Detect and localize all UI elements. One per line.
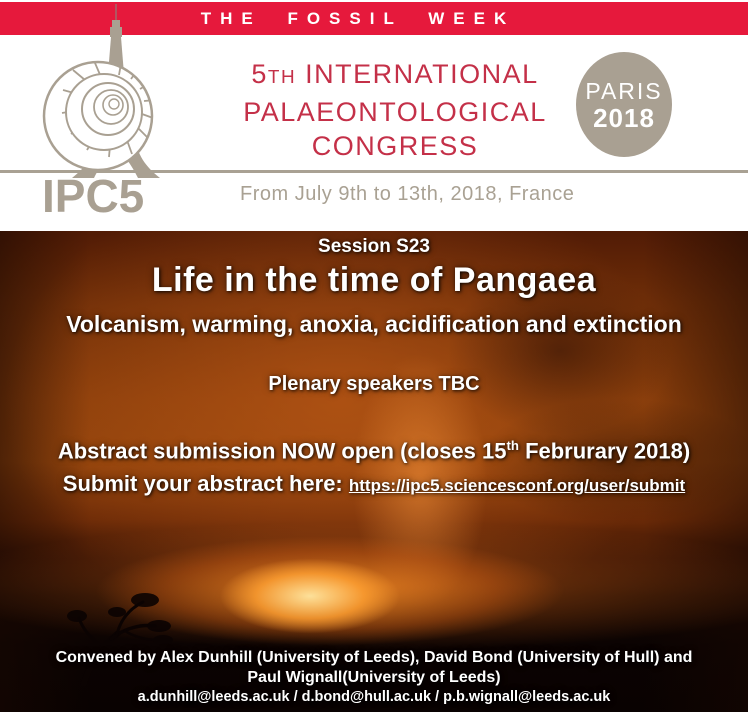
congress-title-line1: 5TH INTERNATIONAL: [251, 59, 539, 89]
ordinal-superscript: th: [506, 438, 519, 453]
congress-title: [210, 57, 580, 163]
conveners-credit: Convened by Alex Dunhill (University of Leeds), David Bond (University of Hull) and Paul Wignall(University of Leeds): [55, 649, 693, 686]
badge-city: PARIS: [585, 77, 663, 104]
ipc5-logo: [36, 4, 196, 184]
submit-label: Submit your abstract here:: [62, 471, 349, 496]
ipc5-acronym: IPC5: [42, 170, 145, 222]
session-title: Life in the time of Pangaea: [151, 261, 597, 299]
paris-2018-badge: [576, 52, 672, 157]
convener-emails: a.dunhill@leeds.ac.uk / d.bond@hull.ac.uk / p.b.wignall@leeds.ac.uk: [137, 689, 611, 705]
congress-title-line3: CONGRESS: [311, 131, 479, 161]
abstract-submission-link[interactable]: https://ipc5.sciencesconf.org/user/submit: [348, 476, 686, 495]
ammonite-icon: [44, 52, 167, 170]
abstract-deadline-note: Abstract submission NOW open (closes 15th Februrary 2018): [57, 438, 691, 464]
badge-year: 2018: [593, 102, 655, 133]
congress-dates: From July 9th to 13th, 2018, France: [240, 183, 575, 205]
congress-title-line2: PALAEONTOLOGICAL: [243, 97, 547, 127]
eiffel-tower-ammonite-icon: [36, 4, 196, 184]
plenary-speakers-note: Plenary speakers TBC: [268, 373, 480, 395]
session-subtitle: Volcanism, warming, anoxia, acidification and extinction: [66, 311, 682, 337]
session-number: Session S23: [318, 236, 430, 257]
submit-instruction: [0, 471, 748, 497]
volcano-photo-section: [0, 231, 748, 712]
fossil-week-label: THE FOSSIL WEEK: [200, 8, 516, 28]
